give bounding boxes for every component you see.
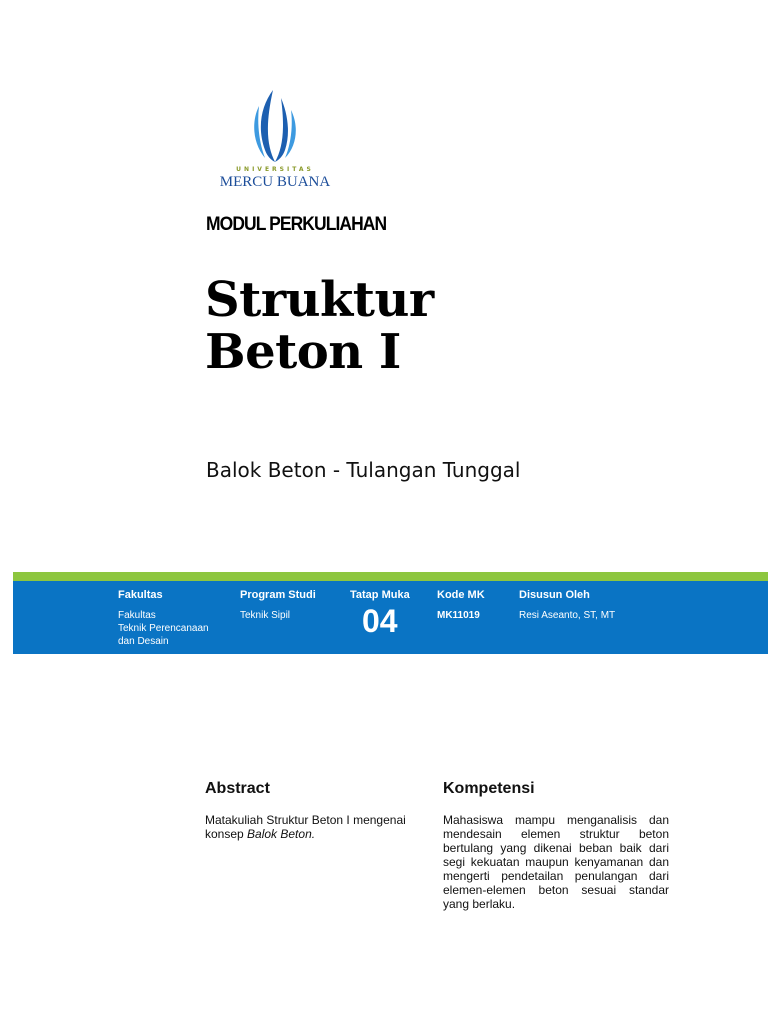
title-line-2: Beton I	[205, 324, 401, 380]
kode-mk-value: MK11019	[437, 610, 480, 621]
kompetensi-heading: Kompetensi	[443, 780, 535, 797]
logo-universitas-text: UNIVERSITAS	[236, 166, 314, 173]
kompetensi-text: Mahasiswa mampu menganalisis dan mendesain elemen struktur beton bertulang yang dikenai beban baik dari segi kekuatan maupun kenyamanan dan mengerti pendetailan penulangan dari elemen-elemen beton sesuai standar yang berlaku.	[443, 813, 669, 911]
program-studi-value: Teknik Sipil	[240, 610, 291, 621]
page-title	[205, 274, 434, 378]
fakultas-label: Fakultas	[118, 589, 163, 601]
program-studi-column	[240, 589, 316, 622]
program-studi-label: Program Studi	[240, 589, 316, 601]
tatap-muka-value: 04	[362, 603, 398, 639]
fakultas-column	[118, 589, 209, 648]
disusun-oleh-value: Resi Aseanto, ST, MT	[519, 610, 616, 621]
abstract-text	[205, 813, 425, 841]
flame-emblem-icon	[251, 88, 299, 164]
fakultas-value-line: dan Desain	[118, 636, 169, 647]
fakultas-value-line: Teknik Perencanaan	[118, 623, 209, 634]
green-stripe	[13, 572, 768, 581]
page-subtitle: Balok Beton - Tulangan Tunggal	[206, 458, 521, 482]
tatap-muka-label: Tatap Muka	[350, 589, 410, 601]
abstract-heading: Abstract	[205, 780, 270, 797]
modul-label: MODUL PERKULIAHAN	[206, 214, 387, 235]
university-logo	[207, 88, 343, 196]
abstract-body: Matakuliah Struktur Beton I mengenai konsep	[205, 813, 406, 841]
disusun-oleh-column	[519, 589, 615, 622]
tatap-muka-column	[350, 589, 410, 637]
logo-name-text: MERCU BUANA	[219, 174, 331, 190]
kode-mk-column	[437, 589, 485, 622]
fakultas-value-line: Fakultas	[118, 610, 156, 621]
abstract-emphasis: Balok Beton.	[247, 827, 316, 841]
title-line-1: Struktur	[205, 272, 434, 328]
disusun-oleh-label: Disusun Oleh	[519, 589, 590, 601]
info-bar	[13, 581, 768, 654]
kode-mk-label: Kode MK	[437, 589, 485, 601]
